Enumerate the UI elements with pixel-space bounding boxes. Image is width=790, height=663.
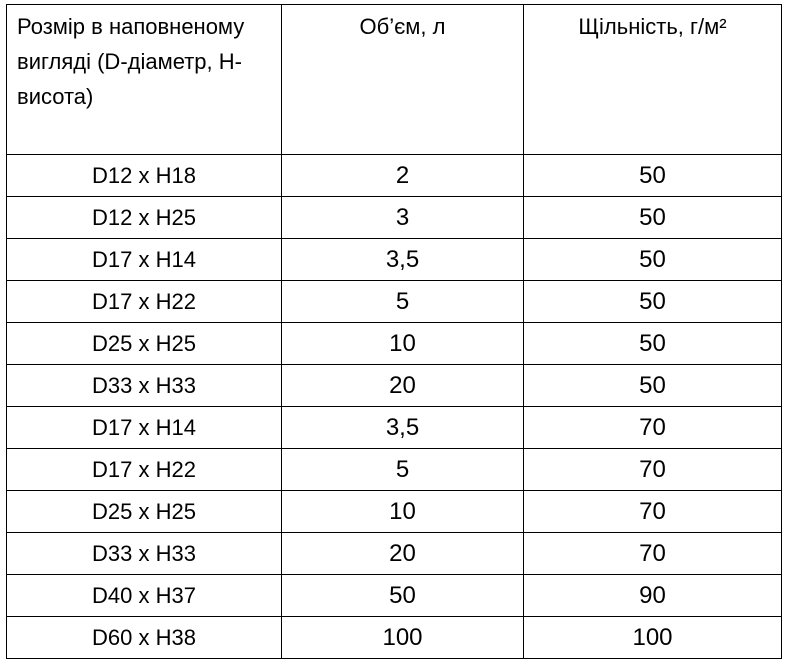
table-row bbox=[7, 491, 782, 533]
cell-density: 50 bbox=[524, 365, 782, 407]
cell-volume: 3 bbox=[282, 197, 524, 239]
header-volume: Об’єм, л bbox=[282, 5, 524, 155]
cell-size: D17 x H22 bbox=[7, 281, 282, 323]
cell-density: 100 bbox=[524, 617, 782, 659]
cell-size: D25 x H25 bbox=[7, 323, 282, 365]
cell-size: D17 x H14 bbox=[7, 407, 282, 449]
cell-volume: 2 bbox=[282, 155, 524, 197]
table-row bbox=[7, 407, 782, 449]
cell-density: 50 bbox=[524, 239, 782, 281]
cell-density: 70 bbox=[524, 491, 782, 533]
cell-volume: 20 bbox=[282, 533, 524, 575]
table-row bbox=[7, 281, 782, 323]
cell-density: 50 bbox=[524, 155, 782, 197]
header-density: Щільність, г/м² bbox=[524, 5, 782, 155]
cell-size: D17 x H22 bbox=[7, 449, 282, 491]
cell-volume: 20 bbox=[282, 365, 524, 407]
table-row bbox=[7, 575, 782, 617]
cell-density: 50 bbox=[524, 197, 782, 239]
table-row bbox=[7, 365, 782, 407]
cell-size: D25 x H25 bbox=[7, 491, 282, 533]
cell-volume: 10 bbox=[282, 323, 524, 365]
table-row bbox=[7, 617, 782, 659]
cell-size: D33 x H33 bbox=[7, 365, 282, 407]
cell-density: 70 bbox=[524, 449, 782, 491]
cell-volume: 10 bbox=[282, 491, 524, 533]
table-row bbox=[7, 449, 782, 491]
cell-volume: 100 bbox=[282, 617, 524, 659]
cell-volume: 50 bbox=[282, 575, 524, 617]
cell-density: 70 bbox=[524, 533, 782, 575]
cell-size: D40 x H37 bbox=[7, 575, 282, 617]
cell-volume: 3,5 bbox=[282, 407, 524, 449]
cell-volume: 5 bbox=[282, 449, 524, 491]
cell-volume: 3,5 bbox=[282, 239, 524, 281]
cell-density: 70 bbox=[524, 407, 782, 449]
table-row bbox=[7, 323, 782, 365]
header-row bbox=[7, 5, 782, 155]
table-row bbox=[7, 197, 782, 239]
cell-density: 50 bbox=[524, 323, 782, 365]
cell-size: D12 x H18 bbox=[7, 155, 282, 197]
table-row bbox=[7, 533, 782, 575]
cell-size: D12 x H25 bbox=[7, 197, 282, 239]
cell-size: D33 x H33 bbox=[7, 533, 282, 575]
table-row bbox=[7, 155, 782, 197]
table-row bbox=[7, 239, 782, 281]
cell-density: 90 bbox=[524, 575, 782, 617]
cell-size: D60 x H38 bbox=[7, 617, 282, 659]
cell-size: D17 x H14 bbox=[7, 239, 282, 281]
cell-density: 50 bbox=[524, 281, 782, 323]
header-size: Розмір в наповненому вигляді (D-діаметр, H- висота) bbox=[7, 5, 282, 155]
cell-volume: 5 bbox=[282, 281, 524, 323]
bag-specification-table bbox=[6, 4, 782, 659]
